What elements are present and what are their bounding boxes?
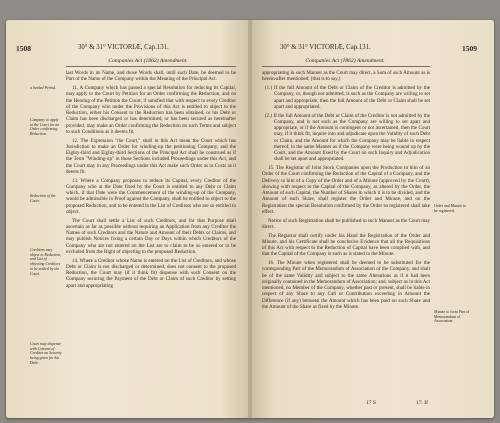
running-head: 30° & 31° VICTORIÆ, Cap.131. [78, 44, 169, 51]
left-page [6, 20, 250, 418]
paragraph: The Court shall settle a List of such Creditors, and for that Purpose shall ascertain as far as possible without requiring an Application from any Creditor the Names of such Creditors and the Nature and Amount of their Debts or Claims, and may publish Notices fixing a certain Day or Days within which Creditors of the Company who are not entered on the List are to claim to be so entered or to be excluded from the Right of objecting to the proposed Reduction. [66, 217, 236, 255]
catchword: 17. If [416, 400, 428, 406]
paragraph: last Words in its Name, and those Words shall, until such Date, be deemed to be Part of the Name of the Company within the Meaning of the Principal Act. [66, 70, 236, 83]
subhead: Companies Act (1862) Amendment. [108, 58, 188, 64]
margin-note: Creditors may object to Reduction, and List of objecting Creditors to be settled by the Court. [30, 248, 62, 276]
book-gutter [248, 20, 252, 418]
body-text [66, 70, 236, 291]
running-head: 30° & 31° VICTORIÆ, Cap.131. [280, 44, 371, 51]
page-number: 1509 [462, 44, 477, 53]
margin-note: Reduction of the Court. [30, 194, 56, 203]
paragraph: (2.) If the full Amount of the Debt or Claim of the Creditor is not admitted by the Company, and is not such as the Company are willing to set apart and appropriate, or if the Amount is contingent or not ascertained, then the Court may, if it think fit, inquire into and adjudicate upon the Validity of such Debt or Claim, and the Amount for which the Company may be liable in respect thereof, in the same Manner as if the Company were being wound up by the Court, and the Amount fixed by the Court on such Inquiry and Adjudication shall be set apart and appropriated. [265, 112, 430, 163]
paragraph: (1.) If the full Amount of the Debt or Claim of the Creditor is admitted by the Company, or, though not admitted, is such as the Company are willing to set apart and appropriate, then the full Amount of the Debt or Claim shall be set apart and appropriated. [265, 85, 430, 110]
signature-mark: 17 S [366, 400, 376, 406]
paragraph: appropriating in such Manner as the Court may direct, a Sum of such Amount as is herein-after mentioned; (that is to say,) [262, 70, 430, 83]
margin-note: a Settled Period. [30, 86, 57, 90]
subhead: Companies Act (1862) Amendment. [305, 58, 385, 64]
right-page [250, 20, 494, 418]
paragraph: 12. The Expression "the Court," shall in this Act mean the Court which has Jurisdiction to make an Order for winding-up the petitioning Company, and the Eighty-third and Eighty-third Sections of the Principal Act shall be construed as if the Term "Winding-up" in those Sections included Proceedings under this Act, and the Court may in any Proceedings under this Act make such Order as to Costs as it deems fit. [66, 137, 236, 175]
margin-note: Company to apply to the Court for an Order confirming Reduction. [30, 118, 60, 137]
page-number: 1508 [16, 44, 31, 53]
paragraph: 15. The Registrar of Joint Stock Companies upon the Production to him of an Order of the Court confirming the Reduction of the Capital of a Company, and the Delivery to him of a Copy of the Order and of a Minute (approved by the Court), showing with respect to the Capital of the Company, as altered by the Order, the Amount of such Capital, the Number of Shares in which it is to be divided, and the Amount of each Share, shall register the Order and Minute, and on the Registration the special Resolution confirmed by the Order so registered shall take effect. [262, 165, 430, 215]
paragraph: The Registrar shall certify under his Hand the Registration of the Order and Minute, and his Certificate shall be conclusive Evidence that all the Requisitions of this Act with respect to the Reduction of Capital have been complied with, and that the Capital of the Company is such as is stated in the Minute. [262, 232, 430, 258]
paragraph: 13. Where a Company proposes to reduce its Capital, every Creditor of the Company who at the Date fixed by the Court is entitled to any Debt or Claim which, if that Date were the Commencement of the winding-up of the Company, would be admissible in Proof against the Company, shall be entitled to object to the proposed Reduction, and to be entered in the List of Creditors who are so entitled to object. [66, 177, 236, 215]
paragraph: Notice of such Registration shall be published in such Manner as the Court may direct. [262, 217, 430, 230]
margin-note: Order and Minute to be registered. [434, 204, 466, 213]
divider [262, 66, 430, 67]
paragraph: 11. A Company which has passed a special Resolution for reducing its Capital, may apply to the Court by Petition for an Order confirming the Reduction, and on the Hearing of the Petition the Court, if satisfied that with respect to every Creditor of the Company who under the Provisions of this Act is entitled to object to the Reduction, either his Consent to the Reduction has been obtained, or his Debt or Claim has been discharged or has determined, or has been secured as hereinafter provided, may make an Order confirming the Reduction on such Terms and subject to such Conditions as it deems fit. [66, 85, 236, 135]
paragraph: 14. Where a Creditor whose Name is entered on the List of Creditors, and whose Debt or Claim is not discharged or determined, does not consent to the proposed Reduction, the Court may (if it think fit) dispense with such Consent on the Company securing the Payment of the Debt or Claim of such Creditor by setting apart and appropriating [66, 257, 236, 289]
body-text [262, 70, 430, 313]
margin-note: Minute to form Part of Memorandum of Association. [434, 310, 470, 324]
paragraph: 16. The Minute when registered shall be deemed to be substituted for the corresponding Part of the Memorandum of Association of the Company, and shall be of the same Validity and subject to the same Alterations as if it had been originally contained in the Memorandum of Association; and, subject as in this Act mentioned, no Member of the Company, whether past or present, shall be liable in respect of any Share to any Call or Contribution exceeding in Amount the Difference (if any) between the Amount which has been paid on such Share and the Amount of the Share as fixed by the Minute. [262, 260, 430, 310]
margin-note: Court may dispense with Consent of Creditor on Security being given for his Debt. [30, 342, 62, 365]
divider [66, 66, 236, 67]
book-spread [6, 20, 494, 418]
